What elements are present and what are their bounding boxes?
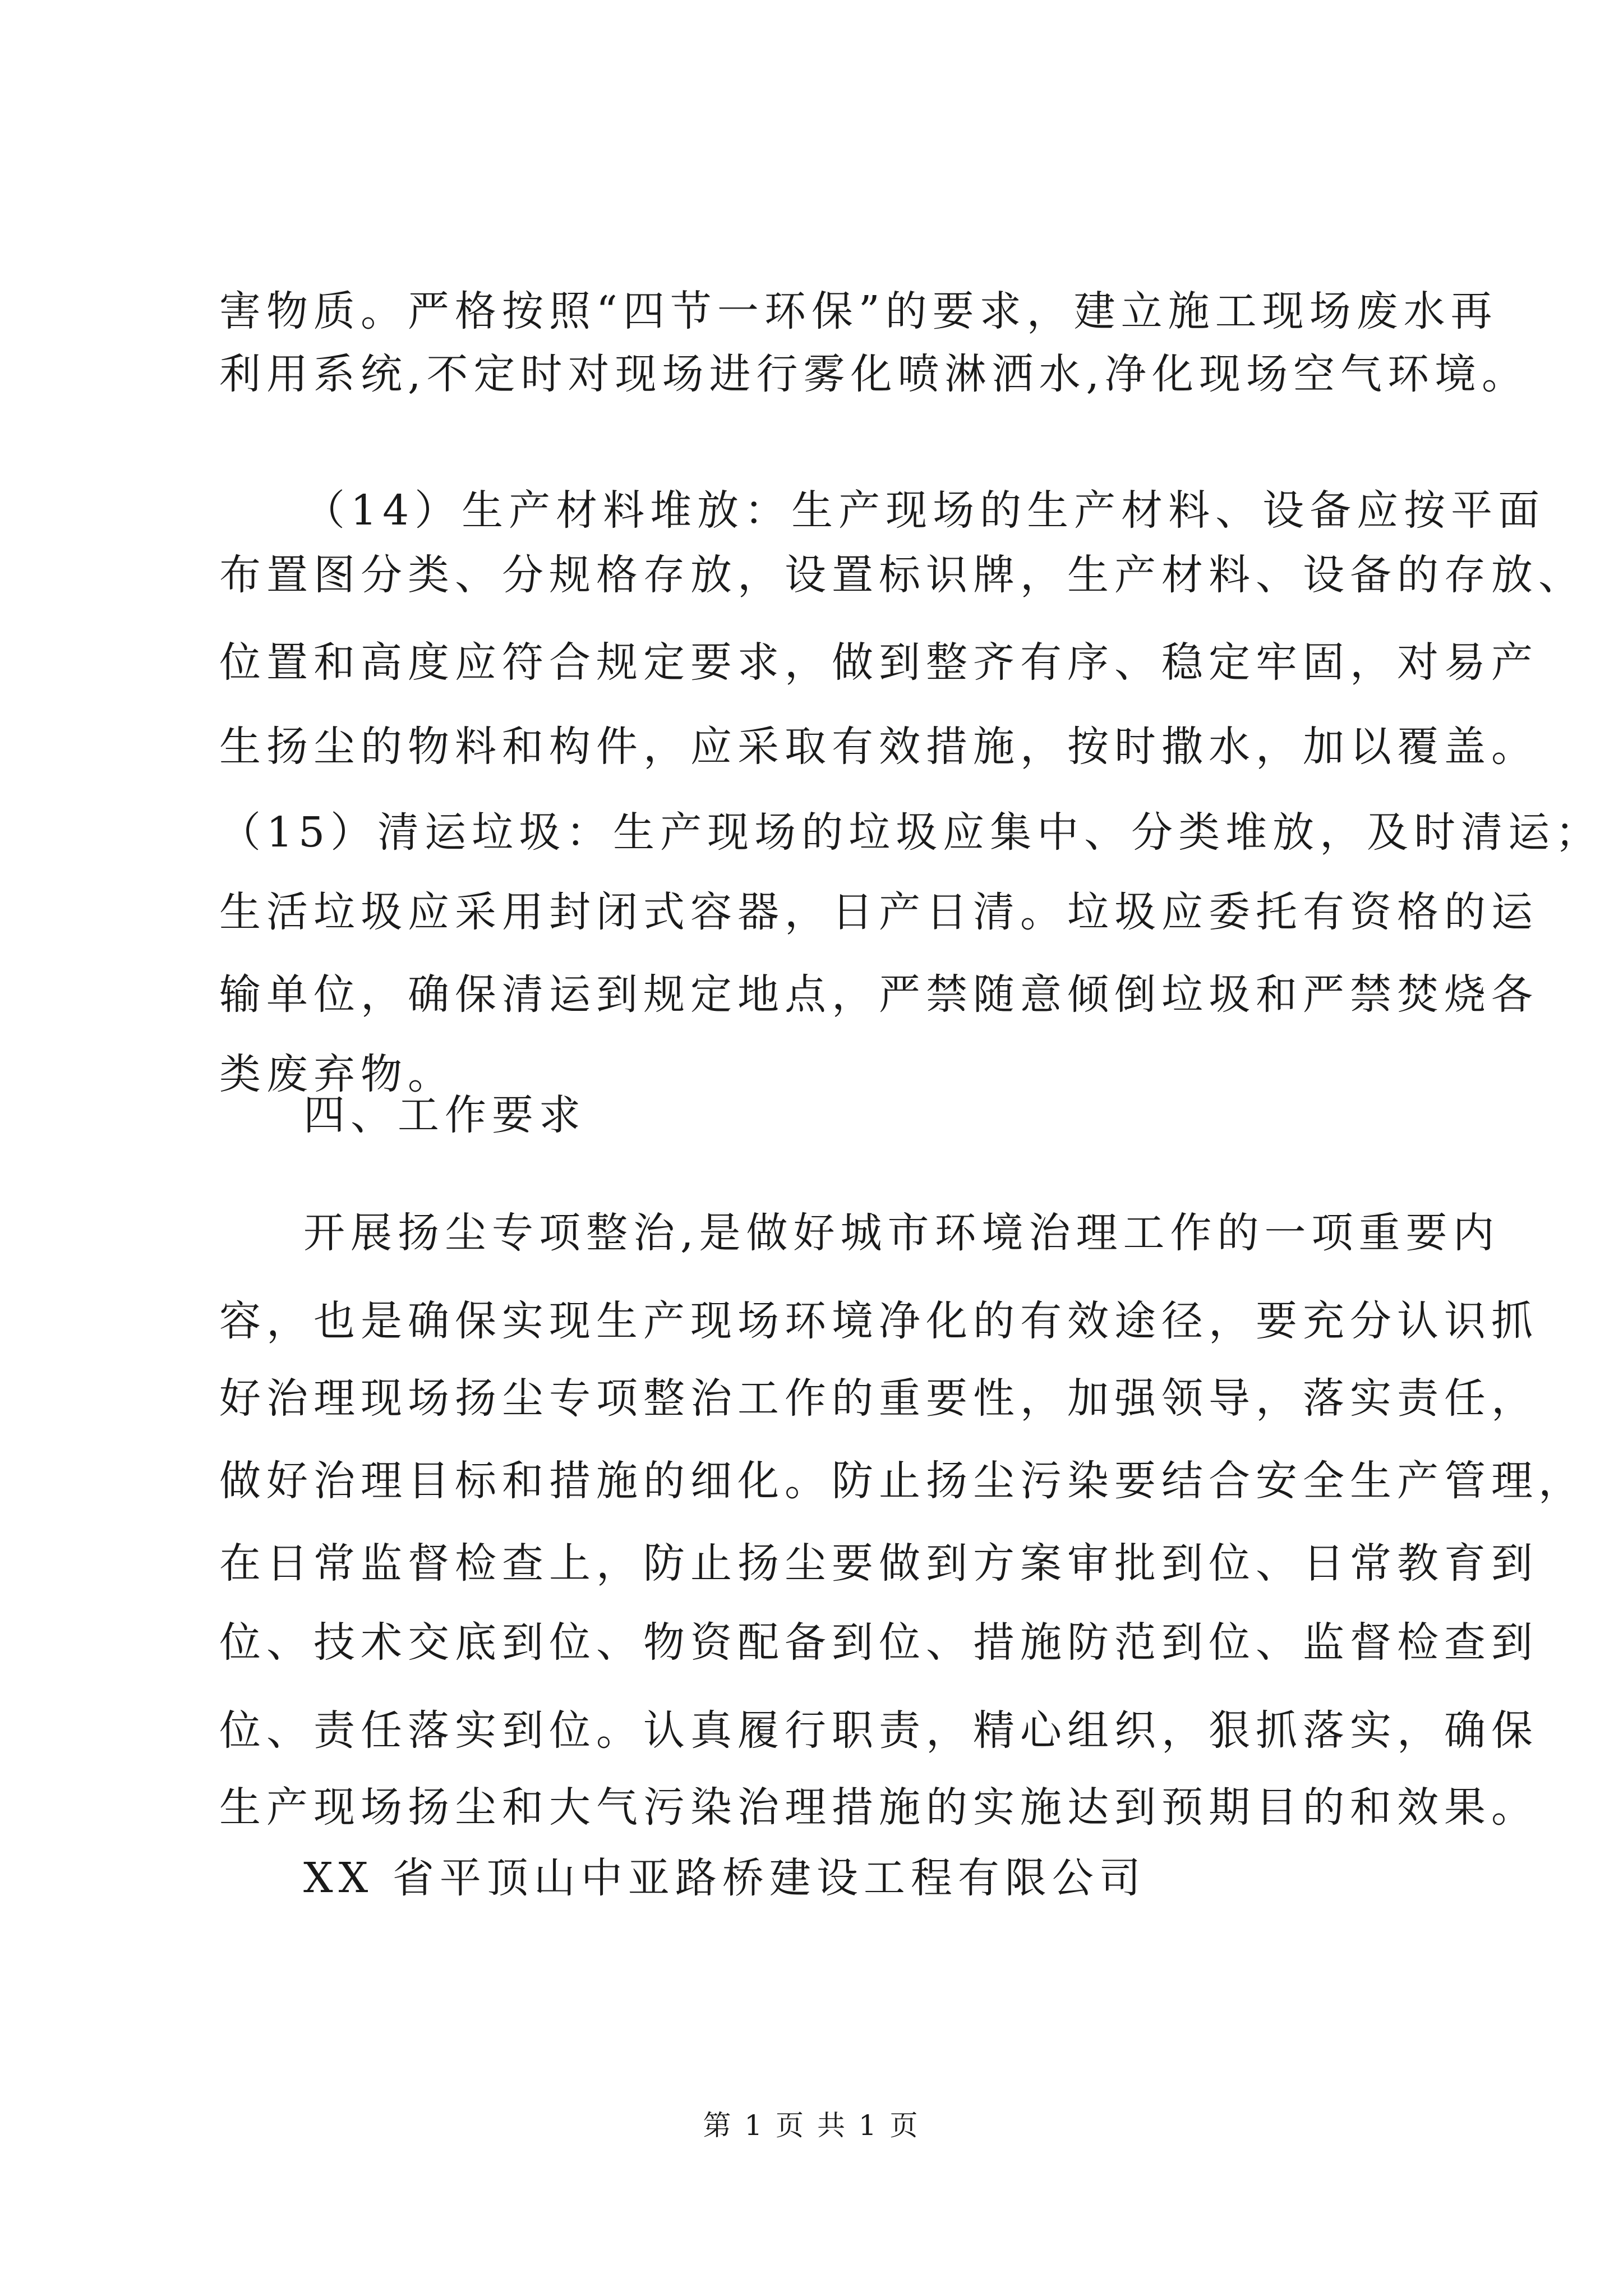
body-line-2: 利用系统,不定时对现场进行雾化喷淋洒水,净化现场空气环境。 — [219, 350, 1529, 398]
item-14-line-1: （14）生产材料堆放：生产现场的生产材料、设备应按平面 — [303, 486, 1546, 535]
item-15-line-3: 输单位，确保清运到规定地点，严禁随意倾倒垃圾和严禁焚烧各 — [219, 970, 1538, 1019]
item-14-line-2: 布置图分类、分规格存放，设置标识牌，生产材料、设备的存放、 — [219, 551, 1585, 599]
body-line-1: 害物质。严格按照“四节一环保”的要求，建立施工现场废水再 — [219, 287, 1498, 335]
item-14-line-4: 生扬尘的物料和构件，应采取有效措施，按时撒水，加以覆盖。 — [219, 723, 1538, 771]
company-name: XX 省平顶山中亚路桥建设工程有限公司 — [303, 1854, 1146, 1902]
item-15-line-1: （15）清运垃圾：生产现场的垃圾应集中、分类堆放，及时清运； — [219, 808, 1603, 857]
item-15-line-2: 生活垃圾应采用封闭式容器，日产日清。垃圾应委托有资格的运 — [219, 888, 1538, 936]
page-number: 第 1 页 共 1 页 — [703, 2109, 920, 2142]
para-line-4: 做好治理目标和措施的细化。防止扬尘污染要结合安全生产管理， — [219, 1457, 1585, 1505]
item-14-line-3: 位置和高度应符合规定要求，做到整齐有序、稳定牢固，对易产 — [219, 638, 1538, 687]
section-heading: 四、工作要求 — [303, 1091, 586, 1139]
para-line-6: 位、技术交底到位、物资配备到位、措施防范到位、监督检查到 — [219, 1618, 1538, 1667]
item-15-line-4: 类废弃物。 — [219, 1050, 455, 1098]
para-line-5: 在日常监督检查上，防止扬尘要做到方案审批到位、日常教育到 — [219, 1539, 1538, 1588]
para-line-2: 容，也是确保实现生产现场环境净化的有效途径，要充分认识抓 — [219, 1297, 1538, 1345]
para-line-1: 开展扬尘专项整治,是做好城市环境治理工作的一项重要内 — [303, 1209, 1500, 1257]
para-line-8: 生产现场扬尘和大气污染治理措施的实施达到预期目的和效果。 — [219, 1783, 1538, 1832]
para-line-3: 好治理现场扬尘专项整治工作的重要性，加强领导，落实责任， — [219, 1374, 1538, 1423]
para-line-7: 位、责任落实到位。认真履行职责，精心组织，狠抓落实，确保 — [219, 1706, 1538, 1755]
